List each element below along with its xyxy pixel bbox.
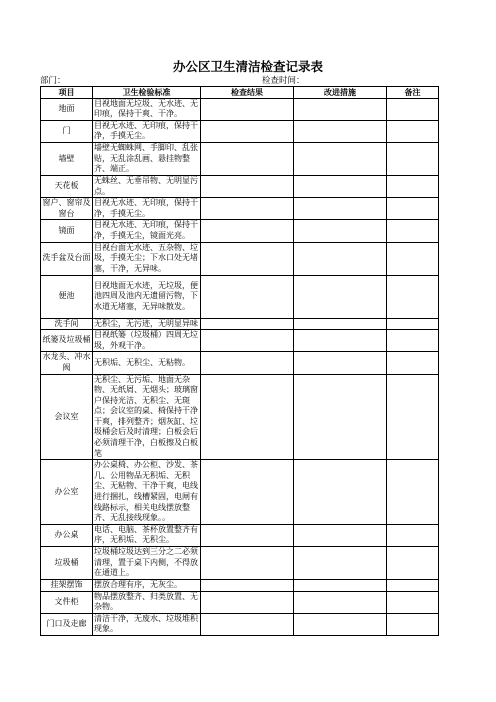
item-cell: 垃圾桶 <box>41 547 93 580</box>
improvement-cell[interactable] <box>294 175 387 197</box>
improvement-cell[interactable] <box>294 330 387 352</box>
item-cell: 门 <box>41 120 93 142</box>
standard-cell: 目视纸篓（垃圾桶）四周无垃圾，外观干净。 <box>93 330 201 352</box>
inspection-table <box>40 86 439 636</box>
standard-cell: 目视地面无垃圾、无水迹、无印痕，保持干爽、干净。 <box>93 98 201 120</box>
header-improvement: 改进措施 <box>294 87 387 99</box>
item-cell: 挂架摆饰 <box>41 580 93 592</box>
standard-cell: 目视无水迹、无印痕，保持干净，手摸无尘。 <box>93 198 201 220</box>
item-cell: 水龙头、冲水阀 <box>41 352 93 374</box>
remarks-cell[interactable] <box>387 613 439 635</box>
table-header-row <box>41 87 439 99</box>
improvement-cell[interactable] <box>294 220 387 242</box>
improvement-cell[interactable] <box>294 198 387 220</box>
page-title: 办公区卫生清洁检查记录表 <box>172 59 323 74</box>
item-cell: 纸篓及垃圾桶 <box>41 330 93 352</box>
improvement-cell[interactable] <box>294 613 387 635</box>
result-cell[interactable] <box>201 175 294 197</box>
remarks-cell[interactable] <box>387 330 439 352</box>
improvement-cell[interactable] <box>294 547 387 580</box>
result-cell[interactable] <box>201 198 294 220</box>
table-row <box>41 352 439 374</box>
header-result: 检查结果 <box>201 87 294 99</box>
remarks-cell[interactable] <box>387 318 439 330</box>
improvement-cell[interactable] <box>294 318 387 330</box>
standard-cell: 物品摆放整齐、归类放置、无杂物。 <box>93 591 201 613</box>
remarks-cell[interactable] <box>387 98 439 120</box>
table-row <box>41 120 439 142</box>
item-cell: 门口及走廊 <box>41 613 93 635</box>
header-standard: 卫生检验标准 <box>93 87 201 99</box>
table-row <box>41 220 439 242</box>
item-cell: 办公室 <box>41 460 93 525</box>
result-cell[interactable] <box>201 547 294 580</box>
standard-cell: 无积垢、无积尘、无粘物。 <box>93 352 201 374</box>
standard-cell: 清洁干净，无废水、垃圾堆积现象。 <box>93 613 201 635</box>
item-cell: 天花板 <box>41 175 93 197</box>
table-row <box>41 275 439 318</box>
standard-cell: 无积尘，无污迹，无明显异味 <box>93 318 201 330</box>
table-row <box>41 374 439 460</box>
remarks-cell[interactable] <box>387 198 439 220</box>
standard-cell: 无积尘、无污垢、地面无杂物、无纸屑、无烟头；玻璃窗户保持光洁、无积尘、无斑点；会议室的桌、椅保持干净干爽，排列整齐；烟灰缸、垃圾桶会后及时清理；白板会后必须清理干净，白板擦及白板笔 <box>93 374 201 460</box>
item-cell: 镜面 <box>41 220 93 242</box>
result-cell[interactable] <box>201 120 294 142</box>
remarks-cell[interactable] <box>387 591 439 613</box>
standard-cell: 目视无水迹、无印痕，保持干净，手摸无尘。 <box>93 120 201 142</box>
remarks-cell[interactable] <box>387 352 439 374</box>
table-row <box>41 98 439 120</box>
result-cell[interactable] <box>201 98 294 120</box>
standard-cell: 目视台面无水迹、五杂物、垃圾，手摸无尘；下水口处无堵塞，干净，无异味。 <box>93 242 201 275</box>
improvement-cell[interactable] <box>294 352 387 374</box>
item-cell: 文件柜 <box>41 591 93 613</box>
remarks-cell[interactable] <box>387 374 439 460</box>
remarks-cell[interactable] <box>387 524 439 546</box>
result-cell[interactable] <box>201 613 294 635</box>
remarks-cell[interactable] <box>387 275 439 318</box>
standard-cell: 电话、电脑、茶杯放置整齐有序，无积垢、无积尘。 <box>93 524 201 546</box>
result-cell[interactable] <box>201 220 294 242</box>
standard-cell: 无蛛丝、无垂吊物、无明显污点。 <box>93 175 201 197</box>
item-cell: 地面 <box>41 98 93 120</box>
item-cell: 墙壁 <box>41 142 93 175</box>
result-cell[interactable] <box>201 142 294 175</box>
table-row <box>41 547 439 580</box>
result-cell[interactable] <box>201 460 294 525</box>
table-row <box>41 524 439 546</box>
standard-cell: 办公桌椅、办公柜、沙发、茶几、公用物品无积垢、无积尘、无粘物、干净干爽，电线进行捆扎，线槽紧固，电闸有线路标示，相关电线摆放整齐、无乱接线现象。。 <box>93 460 201 525</box>
improvement-cell[interactable] <box>294 142 387 175</box>
remarks-cell[interactable] <box>387 460 439 525</box>
header-item: 项目 <box>41 87 93 99</box>
improvement-cell[interactable] <box>294 524 387 546</box>
standard-cell: 摆放合理有序，无灰尘。 <box>93 580 201 592</box>
remarks-cell[interactable] <box>387 120 439 142</box>
result-cell[interactable] <box>201 591 294 613</box>
remarks-cell[interactable] <box>387 242 439 275</box>
table-row <box>41 142 439 175</box>
result-cell[interactable] <box>201 242 294 275</box>
table-row <box>41 591 439 613</box>
table-row <box>41 460 439 525</box>
result-cell[interactable] <box>201 275 294 318</box>
remarks-cell[interactable] <box>387 580 439 592</box>
item-cell: 办公桌 <box>41 524 93 546</box>
time-label: 检查时间： <box>262 76 305 86</box>
result-cell[interactable] <box>201 318 294 330</box>
improvement-cell[interactable] <box>294 591 387 613</box>
result-cell[interactable] <box>201 352 294 374</box>
improvement-cell[interactable] <box>294 120 387 142</box>
improvement-cell[interactable] <box>294 242 387 275</box>
improvement-cell[interactable] <box>294 460 387 525</box>
item-cell: 会议室 <box>41 374 93 460</box>
table-row <box>41 613 439 635</box>
table-row <box>41 175 439 197</box>
improvement-cell[interactable] <box>294 374 387 460</box>
result-cell[interactable] <box>201 330 294 352</box>
standard-cell: 垃圾桶垃圾达到三分之二必须清理，置于桌下内侧，不得放在通道上。 <box>93 547 201 580</box>
remarks-cell[interactable] <box>387 142 439 175</box>
remarks-cell[interactable] <box>387 547 439 580</box>
result-cell[interactable] <box>201 524 294 546</box>
item-cell: 洗手间 <box>41 318 93 330</box>
standard-cell: 目视无水迹、无印痕，保持干净，手摸无尘，镜面光亮。 <box>93 220 201 242</box>
item-cell: 洗手盆及台面 <box>41 242 93 275</box>
improvement-cell[interactable] <box>294 275 387 318</box>
standard-cell: 墙壁无蜘蛛网、手脚印、乱张贴，无乱涂乱画、悬挂物整齐、端正。 <box>93 142 201 175</box>
table-row <box>41 198 439 220</box>
table-row <box>41 242 439 275</box>
remarks-cell[interactable] <box>387 175 439 197</box>
header-remarks: 备注 <box>387 87 439 99</box>
table-row <box>41 580 439 592</box>
table-row <box>41 330 439 352</box>
result-cell[interactable] <box>201 580 294 592</box>
item-cell: 窗户、窗帘及窗台 <box>41 198 93 220</box>
improvement-cell[interactable] <box>294 98 387 120</box>
table-row <box>41 318 439 330</box>
remarks-cell[interactable] <box>387 220 439 242</box>
result-cell[interactable] <box>201 374 294 460</box>
standard-cell: 目视地面无水迹，无垃圾，便池四周及池内无遗留污物，下水道无堵塞，无异味散发。 <box>93 275 201 318</box>
improvement-cell[interactable] <box>294 580 387 592</box>
dept-label: 部门： <box>40 76 66 86</box>
item-cell: 便池 <box>41 275 93 318</box>
